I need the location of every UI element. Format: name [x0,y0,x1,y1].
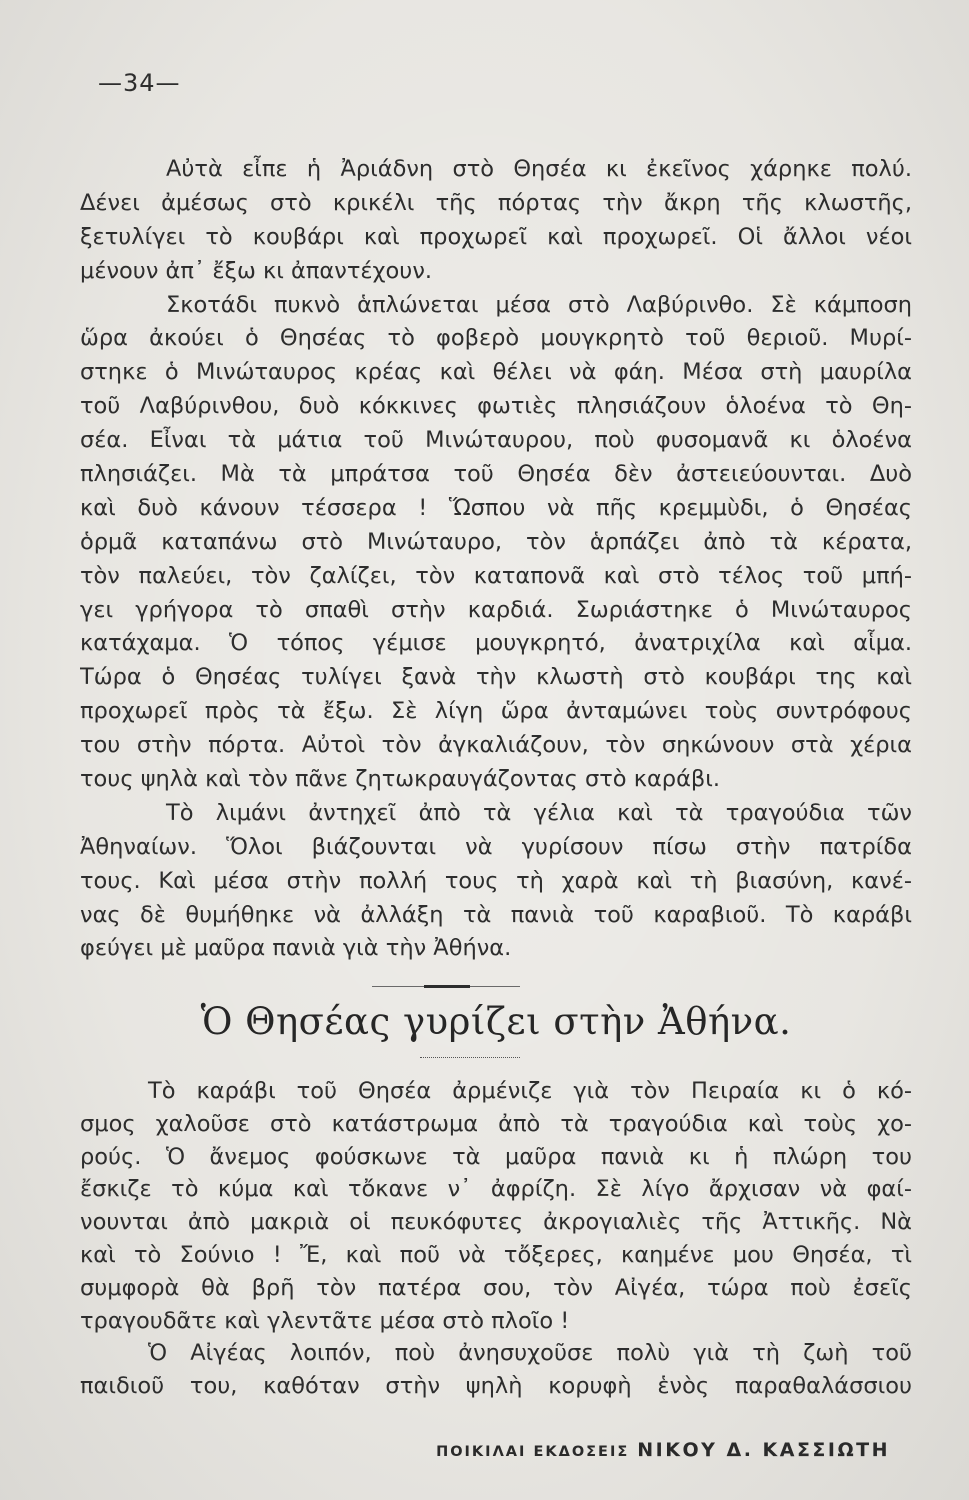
text-line: Τώρα ὁ Θησέας τυλίγει ξανὰ τὴν κλωστὴ στὸ κουβάρι της καὶ [80,664,912,691]
text-line: του στὴν πόρτα. Αὐτοὶ τὸν ἀγκαλιάζουν, τὸν σηκώνουν στὰ χέρια [80,732,912,759]
text-line: προχωρεῖ πρὸς τὰ ἔξω. Σὲ λίγη ὥρα ἀνταμώνει τοὺς συντρόφους [80,698,912,725]
text-line: σμος χαλοῦσε στὸ κατάστρωμα ἀπὸ τὰ τραγούδια καὶ τοὺς χο- [80,1110,912,1137]
text-line: νουνται ἀπὸ μακριὰ οἱ πευκόφυτες ἀκρογιαλιὲς τῆς Ἀττικῆς. Νὰ [80,1209,912,1236]
paragraph [80,1337,912,1403]
text-line: Δένει ἀμέσως στὸ κρικέλι τῆς πόρτας τὴν ἄκρη τῆς κλωστῆς, [80,189,912,216]
text-line: παιδιοῦ του, καθόταν στὴν ψηλὴ κορυφὴ ἑνὸς παραθαλάσσιου [80,1373,912,1400]
paragraph [80,797,912,966]
publisher-name: ΝΙΚΟΥ Δ. ΚΑΣΣΙΩΤΗ [637,1439,890,1461]
ornament-rule-bottom [420,1057,520,1058]
chapter-text [80,1075,912,1403]
text-line: Αὐτὰ εἶπε ἡ Ἀριάδνη στὸ Θησέα κι ἐκεῖνος χάρηκε πολύ. [166,156,912,182]
publisher-imprint [436,1436,890,1464]
ornament-rule-top [372,986,520,987]
text-line: Σκοτάδι πυκνὸ ἁπλώνεται μέσα στὸ Λαβύρινθο. Σὲ κάμποση [166,291,912,318]
text-line: μένουν ἀπ᾿ ἔξω κι ἀπαντέχουν. [80,257,433,284]
text-line: ἔσκιζε τὸ κύμα καὶ τὄκανε ν᾿ ἀφρίζη. Σὲ λίγο ἄρχισαν νὰ φαί- [80,1176,912,1203]
text-line: γει γρήγορα τὸ σπαθὶ στὴν καρδιά. Σωριάστηκε ὁ Μινώταυρος [80,596,912,623]
publisher-series: ΠΟΙΚΙΛΑΙ ΕΚΔΟΣΕΙΣ [436,1444,630,1460]
text-line: Τὸ καράβι τοῦ Θησέα ἀρμένιζε γιὰ τὸν Πειραία κι ὁ κό- [148,1078,912,1104]
text-line: τραγουδᾶτε καὶ γλεντᾶτε μέσα στὸ πλοῖο ! [80,1307,570,1334]
ornament-rule-mark [424,985,470,988]
page-number: —34— [98,69,181,97]
text-line: τους ψηλὰ καὶ τὸν πᾶνε ζητωκραυγάζοντας στὸ καράβι. [80,766,721,793]
text-line: φεύγει μὲ μαῦρα πανιὰ γιὰ τὴν Ἀθήνα. [80,935,512,962]
text-line: Ἀθηναίων. Ὅλοι βιάζουνται νὰ γυρίσουν πίσω στὴν πατρίδα [80,833,912,860]
section-heading: Ὁ Θησέας γυρίζει στὴν Ἀθήνα. [200,1000,792,1043]
paragraph [80,289,912,797]
text-line: ὥρα ἀκούει ὁ Θησέας τὸ φοβερὸ μουγκρητὸ τοῦ θεριοῦ. Μυρί- [80,325,912,352]
text-line: τους. Καὶ μέσα στὴν πολλή τους τὴ χαρὰ καὶ τὴ βιασύνη, κανέ- [80,867,912,894]
text-line: ξετυλίγει τὸ κουβάρι καὶ προχωρεῖ καὶ προχωρεῖ. Οἱ ἄλλοι νέοι [80,223,912,250]
text-line: καὶ τὸ Σούνιο ! Ἔ, καὶ ποῦ νὰ τὄξερες, καημένε μου Θησέα, τὶ [80,1241,912,1268]
text-line: τοῦ Λαβύρινθου, δυὸ κόκκινες φωτιὲς πλησιάζουν ὁλοένα τὸ Θη- [80,393,912,420]
text-line: ὁρμᾶ καταπάνω στὸ Μινώταυρο, τὸν ἁρπάζει ἀπὸ τὰ κέρατα, [80,528,912,555]
text-line: καὶ δυὸ κάνουν τέσσερα ! Ὥσπου νὰ πῆς κρεμμὺδι, ὁ Θησέας [80,494,912,521]
text-line: Ὁ Αἰγέας λοιπόν, ποὺ ἀνησυχοῦσε πολὺ γιὰ τὴ ζωὴ τοῦ [148,1340,912,1367]
text-line: τὸν παλεύει, τὸν ζαλίζει, τὸν καταπονᾶ καὶ στὸ τέλος τοῦ μπή- [80,562,912,589]
text-line: στηκε ὁ Μινώταυρος κρέας καὶ θέλει νὰ φάη. Μέσα στὴ μαυρίλα [80,359,912,386]
text-line: ρούς. Ὁ ἄνεμος φούσκωνε τὰ μαῦρα πανιὰ κι ἡ πλώρη του [80,1143,912,1170]
text-line: νας δὲ θυμήθηκε νὰ ἀλλάξη τὰ πανιὰ τοῦ καραβιοῦ. Τὸ καράβι [80,901,912,928]
story-text [80,153,912,966]
text-line: συμφορὰ θὰ βρῆ τὸν πατέρα σου, τὸν Αἰγέα, τώρα ποὺ ἐσεῖς [80,1274,912,1301]
text-line: πλησιάζει. Μὰ τὰ μπράτσα τοῦ Θησέα δὲν ἀστειεύουνται. Δυὸ [80,461,912,488]
text-line: κατάχαμα. Ὁ τόπος γέμισε μουγκρητό, ἀνατριχίλα καὶ αἷμα. [80,630,912,657]
paragraph [80,1075,912,1337]
paragraph [80,153,912,289]
text-line: σέα. Εἶναι τὰ μάτια τοῦ Μινώταυρου, ποὺ φυσομανᾶ κι ὁλοένα [80,427,912,454]
text-line: Τὸ λιμάνι ἀντηχεῖ ἀπὸ τὰ γέλια καὶ τὰ τραγούδια τῶν [166,799,912,826]
